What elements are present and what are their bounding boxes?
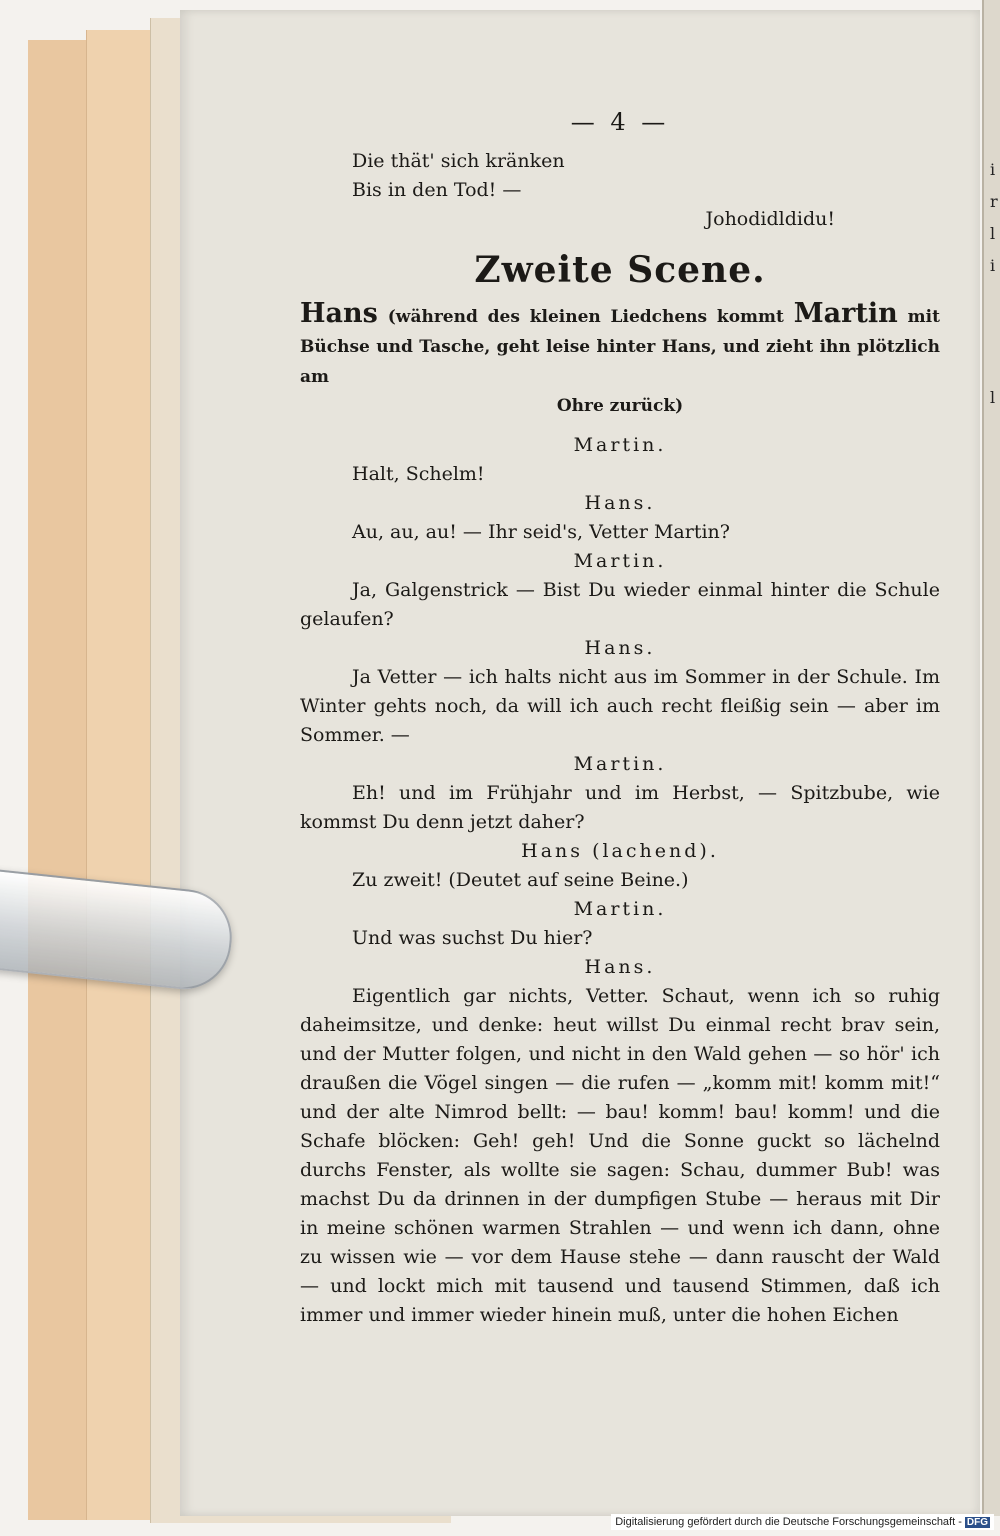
digitization-footer	[611, 1514, 994, 1530]
speaker-name: Martin.	[573, 753, 667, 775]
speaker-name: Martin.	[573, 550, 667, 572]
speech-text: Halt, Schelm!	[352, 463, 485, 485]
speech-text: Ja, Galgenstrick — Bist Du wieder einmal hinter die Schule gelaufen?	[300, 579, 940, 630]
scene-title: Zweite Scene.	[474, 249, 766, 291]
speaker-name: Hans.	[584, 492, 656, 514]
next-page-letter: r	[990, 192, 998, 211]
speaker-name: Hans.	[584, 956, 656, 978]
next-page-letters	[990, 160, 1000, 420]
stage-text: Ohre zurück)	[556, 396, 684, 416]
next-page-edge	[982, 0, 1000, 1516]
speaker-name: Martin.	[573, 434, 667, 456]
next-page-letter: l	[990, 224, 996, 243]
verse-line: Die thät' sich kränken	[352, 150, 565, 172]
stage-text: (während des kleinen Liedchens kommt	[387, 307, 784, 327]
next-page-letter: l	[990, 388, 996, 407]
speech-text: Au, au, au! — Ihr seid's, Vetter Martin?	[352, 521, 730, 543]
character-name: Martin	[793, 298, 898, 329]
speech-text: Und was suchst Du hier?	[352, 927, 593, 949]
stage-direction	[300, 299, 940, 392]
page-text	[300, 108, 940, 1330]
next-page-letter: i	[990, 160, 996, 179]
dfg-logo: DFG	[966, 1517, 988, 1528]
speech-text: Eh! und im Frühjahr und im Herbst, — Spitzbube, wie kommst Du denn jetzt daher?	[300, 782, 940, 833]
speaker-name: Hans (lachend).	[521, 840, 719, 862]
speech-text: Zu zweit! (Deutet auf seine Beine.)	[352, 869, 689, 891]
verse-line: Bis in den Tod! —	[352, 179, 522, 201]
speaker-name: Martin.	[573, 898, 667, 920]
footer-text: Digitalisierung gefördert durch die Deutsche Forschungsgemeinschaft -	[615, 1516, 962, 1528]
next-page-letter: i	[990, 256, 996, 275]
speech-text: Ja Vetter — ich halts nicht aus im Sommer in der Schule. Im Winter gehts noch, da will ich auch recht fleißig sein — aber im Sommer. —	[300, 666, 940, 746]
page-number: — 4 —	[570, 108, 670, 136]
speaker-name: Hans.	[584, 637, 656, 659]
speech-text: Eigentlich gar nichts, Vetter. Schaut, wenn ich so ruhig daheimsitze, und denke: heut willst Du einmal recht brav sein, und der Mutter folgen, und nicht in den Wald gehen — so hör' ich draußen die Vögel singen — die rufen — „komm mit! komm mit!“ und der alte Nimrod bellt: — bau! komm! bau! komm! und die Schafe blöcken: Geh! geh! Und die Sonne guckt so lächelnd durchs Fenster, als wollte sie sagen: Schau, dummer Bub! was machst Du da drinnen in der dumpfigen Stube — heraus mit Dir in meine schönen warmen Strahlen — und wenn ich dann, ohne zu wissen wie — vor dem Hause stehe — dann rauscht der Wald — und lockt mich mit tausend und tausend Stimmen, daß ich immer und immer wieder hinein muß, unter die hohen Eichen	[300, 985, 940, 1326]
verse-line: Johodidldidu!	[705, 208, 835, 230]
character-name: Hans	[300, 298, 378, 329]
stage-text: mit Büchse und Tasche, geht leise hinter Hans, und zieht ihn plötzlich am	[300, 307, 940, 387]
